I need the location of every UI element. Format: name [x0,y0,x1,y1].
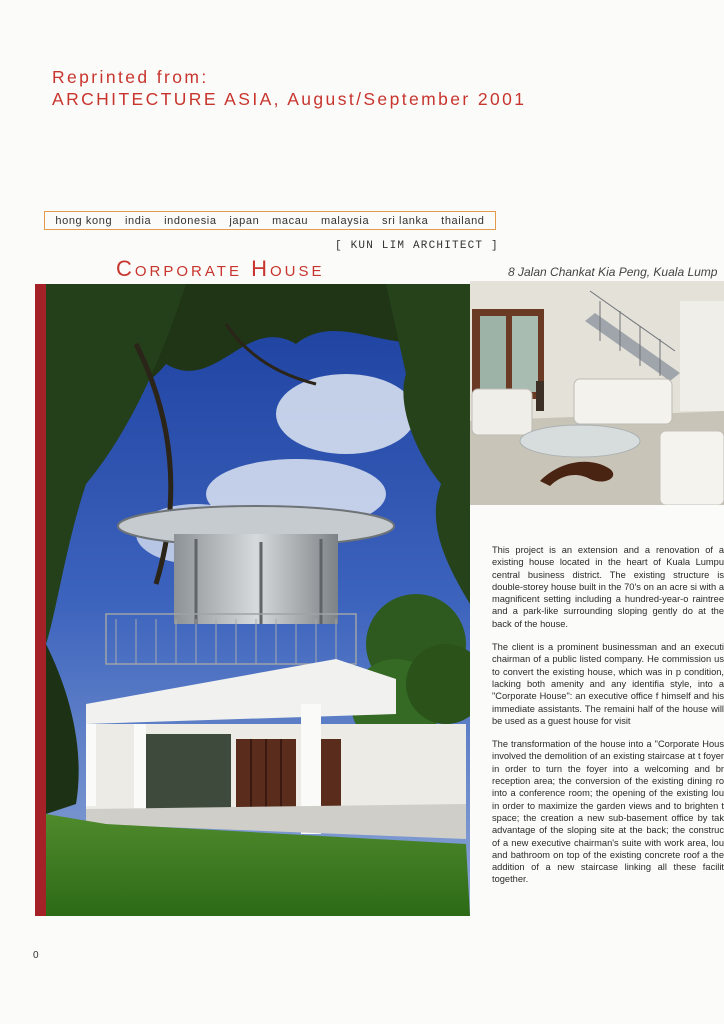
reprint-source: ARCHITECTURE ASIA, August/September 2001 [52,89,527,109]
page-number: 0 [33,950,39,961]
article-body [492,544,724,924]
interior-photo [470,281,724,505]
country-list [44,211,496,230]
country-item: india [125,214,152,227]
country-item: macau [272,214,309,227]
country-item: hong kong [55,214,113,227]
body-paragraph: The transformation of the house into a "Corporate Hous involved the demolition of an existing staircase at t foyer in order to turn the foyer into a welcoming and br reception area; the conversion of the existing dining ro into a conference room; the opening of the existing lou in order to maximize the garden views and to brighten t space; the creation a new sub-basement office by tak advantage of the sloping site at the back; the construc of a new executive chairman's suite with work area, lou and bathroom on top of the existing concrete roof a the addition of a new staircase linking all these facilit together. [492,739,724,885]
reprint-label: Reprinted from: [52,67,209,87]
architect-credit: [ KUN LIM ARCHITECT ] [335,240,499,252]
article-title: Corporate House [116,256,325,281]
country-item: japan [229,214,260,227]
country-item: sri lanka [381,214,429,227]
country-item: thailand [441,214,485,227]
exterior-photo [46,284,470,916]
body-paragraph: The client is a prominent businessman and an executi chairman of a public listed company. He commission us to convert the existing house, which was in p condition, lacking both amenity and any identifia style, into a "Corporate House": an executive office f himself and his immediate assistants. The remaini half of the house will be used as a guest house for visit [492,642,724,726]
body-paragraph: This project is an extension and a renovation of a existing house located in the heart of Kuala Lumpu central business district. The existing structure is double-storey house built in the 70's on an acre si with a magnificent setting including a hundred-year-o raintree and a park-like surrounding sloping gently do at the back of the house. [492,545,724,629]
accent-bar [35,284,46,916]
country-item: malaysia [320,214,370,227]
project-address: 8 Jalan Chankat Kia Peng, Kuala Lump [508,265,718,279]
country-item: indonesia [164,214,217,227]
reprint-notice [52,66,526,110]
